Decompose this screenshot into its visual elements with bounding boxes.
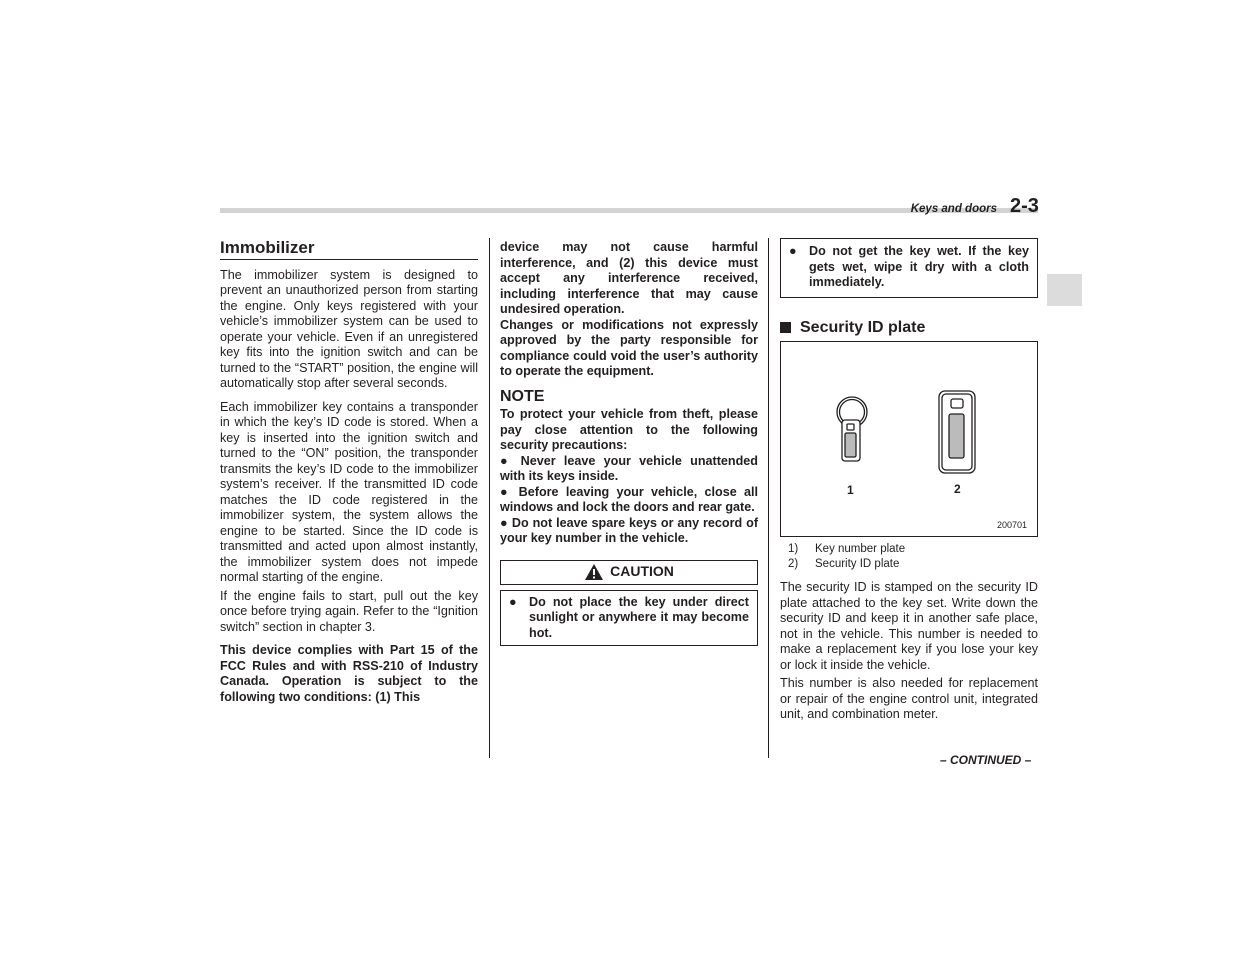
- key-illustration: [780, 341, 1038, 537]
- caption-item: 1) Key number plate: [788, 543, 906, 555]
- fcc-statement: This device complies with Part 15 of the FCC Rules and with RSS-210 of Industry Canada. Operation is subject to the following two conditions: (1) This: [220, 643, 478, 704]
- caution-item: ● Do not place the key under direct sunlight or anywhere it may become hot.: [509, 594, 749, 640]
- note-item: ● Before leaving your vehicle, close all windows and lock the doors and rear gate.: [500, 484, 759, 514]
- caption-item: 2) Security ID plate: [788, 558, 900, 570]
- column-1: [220, 240, 478, 705]
- note-intro: To protect your vehicle from theft, please pay close attention to the following security precautions:: [500, 407, 758, 452]
- column-3: [780, 238, 1038, 723]
- note-heading: NOTE: [500, 387, 545, 405]
- page-number: 2-3: [1010, 195, 1039, 217]
- key-number-plate-icon: [837, 397, 867, 461]
- warning-triangle-icon: [584, 563, 604, 581]
- security-id-paragraph-2: This number is also needed for replacement or repair of the engine control unit, integrated unit, and combination meter.: [780, 676, 1038, 721]
- security-id-plate-icon: [939, 391, 975, 473]
- caution-item: ● Do not get the key wet. If the key gets wet, wipe it dry with a cloth immediately.: [789, 244, 1029, 289]
- figure-label-2: 2: [954, 482, 961, 496]
- figure-code: 200701: [997, 520, 1028, 530]
- chapter-thumb-tab: [1047, 274, 1082, 306]
- header-section-title: Keys and doors: [910, 203, 997, 215]
- immobilizer-paragraph-1: The immobilizer system is designed to prevent an unauthorized person from starting the engine. Only keys registered with your vehicle’s immobilizer system can be used to operate your vehicle. Even if an unregistered key fits into the ignition switch and can be turned to the “START” position, the engine will automatically stop after several seconds.: [220, 267, 478, 390]
- key-plates-drawing: [781, 342, 1037, 536]
- note-item: ● Never leave your vehicle unattended with its keys inside.: [500, 453, 758, 483]
- fcc-continued: device may not cause harmful interference, and (2) this device must accept any interference received, including interference that may cause undesired operation.: [500, 240, 758, 316]
- bullet-icon: ●: [509, 594, 517, 609]
- caution-box-continued: [780, 238, 1038, 298]
- immobilizer-paragraph-3: If the engine fails to start, pull out the key once before trying again. Refer to the “Ignition switch” section in chapter 3.: [220, 588, 478, 634]
- column-divider-1: [489, 238, 490, 758]
- column-divider-2: [768, 238, 769, 758]
- caution-box: [500, 590, 758, 647]
- continued-label: – CONTINUED –: [940, 753, 1032, 767]
- note-item: ● Do not leave spare keys or any record of your key number in the vehicle.: [500, 515, 759, 545]
- immobilizer-heading: Immobilizer: [220, 240, 478, 260]
- caution-label: CAUTION: [610, 563, 674, 580]
- caution-header: [500, 560, 758, 585]
- figure-captions: [780, 542, 1038, 572]
- bullet-icon: ●: [789, 244, 797, 258]
- column-2: [500, 240, 758, 646]
- security-id-paragraph-1: The security ID is stamped on the security ID plate attached to the key set. Write down the security ID and keep it in another safe place, not in the vehicle. This number is needed to make a replacement key if you lose your key or lock it inside the vehicle.: [780, 580, 1038, 672]
- figure-label-1: 1: [847, 483, 854, 497]
- immobilizer-paragraph-2: Each immobilizer key contains a transponder in which the key’s ID code is stored. When a key is inserted into the ignition switch and turned to the “ON” position, the transponder transmits the key’s ID code to the immobilizer system’s receiver. If the transmitted ID code matches the ID code registered in the immobilizer system, the system allows the engine to be started. Since the ID code is transmitted and acted upon almost instantly, the immobilizer system does not impede normal starting of the engine.: [220, 399, 478, 584]
- square-bullet-icon: [780, 322, 791, 333]
- modifications-warning: Changes or modifications not expressly approved by the party responsible for compliance could void the user’s authority to operate the equipment.: [500, 317, 758, 378]
- security-id-heading: Security ID plate: [780, 320, 1038, 336]
